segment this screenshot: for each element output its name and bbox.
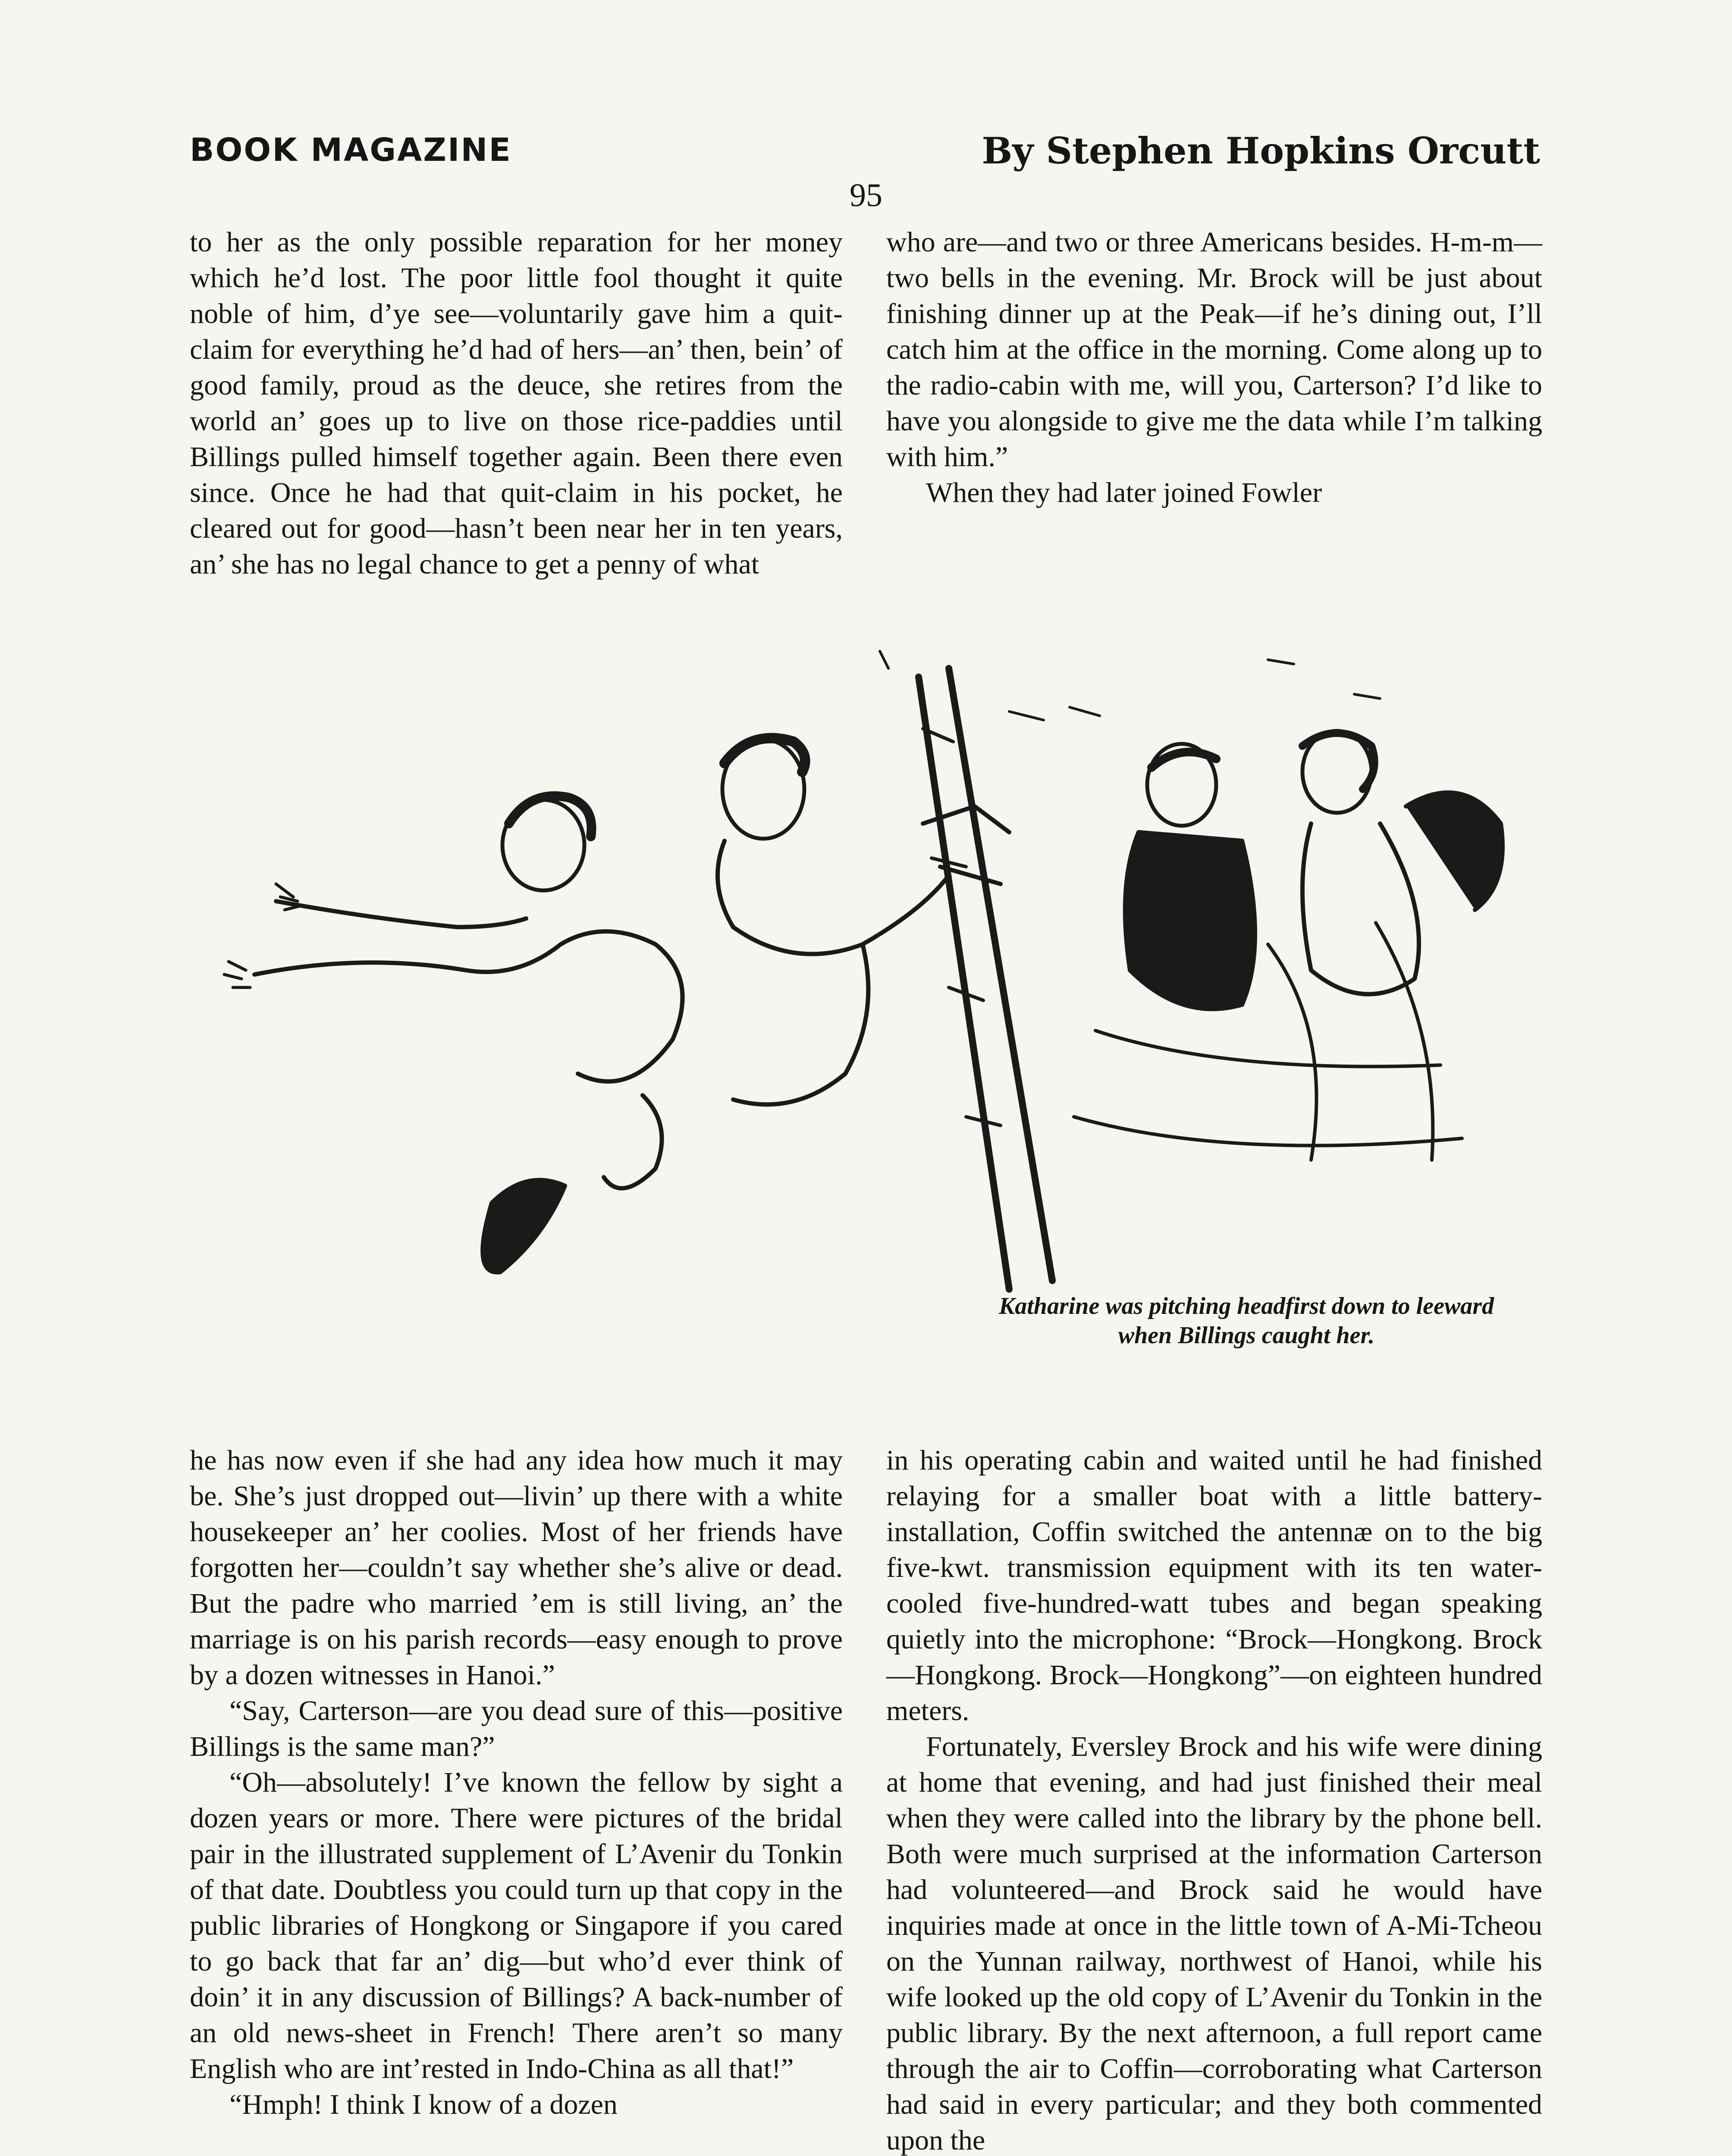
column-1-top (190, 224, 843, 582)
paragraph: who are—and two or three Americans besides. H-m-m—two bells in the evening. Mr. Brock will be just about finishing dinner up at the Peak—if he’s dining out, I’ll catch him at the office in the morning. Come along up to the radio-cabin with me, will you, Carterson? I’d like to have you alongside to give me the data while I’m talking with him.” (886, 226, 1542, 473)
column-2-top (886, 224, 1542, 511)
paragraph: “Say, Carterson—are you dead sure of this—positive Billings is the same man?” (190, 1695, 843, 1762)
paragraph: to her as the only possible reparation for her money which he’d lost. The poor little fool thought it quite noble of him, d’ye see—voluntarily gave him a quit-claim for everything he’d had of hers—an’ then, bein’ of good family, proud as the deuce, she retires from the world an’ goes up to live on those rice-paddies until Billings pulled himself together again. Been there even since. Once he had that quit-claim in his pocket, he cleared out for good—hasn’t been near her in ten years, an’ she has no legal chance to get a penny of what (190, 226, 843, 580)
ship-deck-scene-drawing (190, 642, 1548, 1376)
paragraph: he has now even if she had any idea how much it may be. She’s just dropped out—livin’ up there with a white housekeeper an’ her coolies. Most of her friends have forgotten her—couldn’t say whether she’s alive or dead. But the padre who married ’em is still living, an’ the marriage is on his parish records—easy enough to prove by a dozen witnesses in Hanoi.” (190, 1445, 843, 1691)
paragraph: “Hmph! I think I know of a dozen (229, 2089, 618, 2120)
magazine-title: BOOK MAGAZINE (190, 132, 512, 169)
paragraph: Fortunately, Eversley Brock and his wife were dining at home that evening, and had just finished their meal when they were called into the library by the phone bell. Both were much surprised at the information Carterson had volunteered—and Brock said he would have inquiries made at once in the little town of A-Mi-Tcheou on the Yunnan railway, northwest of Hanoi, while his wife looked up the old copy of L’Avenir du Tonkin in the public library. By the next afternoon, a full report came through the air to Coffin—corroborating what Carterson had said in every particular; and they both commented upon the (886, 1731, 1542, 2156)
author-byline: By Stephen Hopkins Orcutt (982, 129, 1540, 172)
story-illustration (190, 642, 1548, 1376)
paragraph: When they had later joined Fowler (926, 477, 1322, 508)
column-1-bottom (190, 1442, 843, 2122)
paragraph: in his operating cabin and waited until he had finished relaying for a smaller boat with a little battery-installation, Coffin switched the antennæ on to the big five-kwt. transmission equipment with its ten water-cooled five-hundred-watt tubes and began speaking quietly into the microphone: “Brock—Hongkong. Brock—Hongkong. Brock—Hongkong”—on eighteen hundred meters. (886, 1445, 1542, 1727)
column-2-bottom (886, 1442, 1542, 2156)
page-number: 95 (850, 177, 882, 213)
paragraph: “Oh—absolutely! I’ve known the fellow by sight a dozen years or more. There were pictures of the bridal pair in the illustrated supplement of L’Avenir du Tonkin of that date. Doubtless you could turn up that copy in the public libraries of Hongkong or Singapore if you cared to go back that far an’ dig—but who’d ever think of doin’ it in any discussion of Billings? A back-number of an old news-sheet in French! There aren’t so many English who are int’rested in Indo-China as all that!” (190, 1767, 843, 2084)
illustration-caption: Katharine was pitching headfirst down to leeward when Billings caught her. (998, 1293, 1494, 1349)
